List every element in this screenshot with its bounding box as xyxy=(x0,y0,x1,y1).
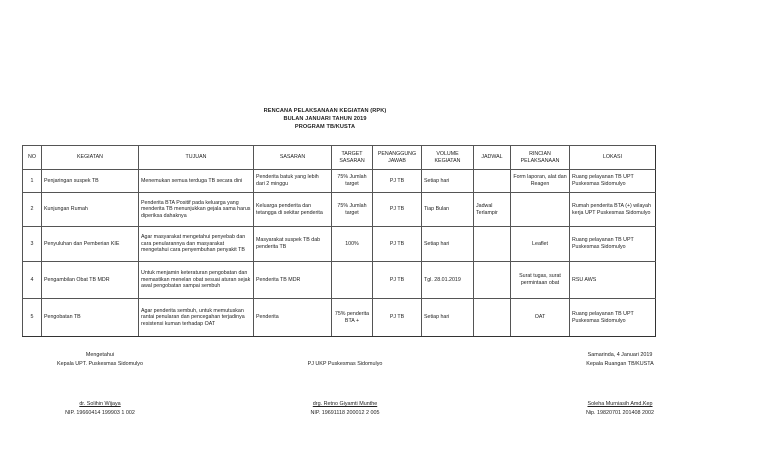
cell-sasaran: Penderita batuk yang lebih dari 2 minggu xyxy=(254,170,332,193)
rpk-table xyxy=(22,145,656,337)
signature-right-line2: Kepala Ruangan TB/KUSTA xyxy=(586,360,654,367)
header-target-sasaran: TARGET SASARAN xyxy=(332,146,373,170)
cell-penanggung-jawab: PJ TB xyxy=(373,262,422,299)
table-row xyxy=(23,299,656,337)
cell-jadwal xyxy=(474,299,511,337)
cell-sasaran: Penderita xyxy=(254,299,332,337)
cell-jadwal xyxy=(474,262,511,299)
cell-penanggung-jawab: PJ TB xyxy=(373,299,422,337)
table-row xyxy=(23,262,656,299)
cell-rincian: Surat tugas, surat permintaan obat xyxy=(511,262,570,299)
cell-tujuan: Agar masyarakat mengetahui penyebab dan cara penularannya dan masyarakat mengetahui cara penyembuhan penyakit TB xyxy=(139,227,254,262)
signature-left-header xyxy=(40,351,160,368)
header-lokasi: LOKASI xyxy=(570,146,656,170)
cell-target xyxy=(332,262,373,299)
cell-sasaran: Masyarakat suspek TB dab penderita TB xyxy=(254,227,332,262)
document-subtitle-program: PROGRAM TB/KUSTA xyxy=(294,124,356,130)
cell-rincian: OAT xyxy=(511,299,570,337)
signature-left-nip: NIP. 19660414 199903 1 002 xyxy=(65,409,135,416)
cell-lokasi: Ruang pelayanan TB UPT Puskesmas Sidomulyo xyxy=(570,170,656,193)
table-row xyxy=(23,193,656,227)
signature-middle-line1 xyxy=(280,351,410,360)
cell-jadwal: Jadwal Terlampir xyxy=(474,193,511,227)
cell-tujuan: Penderita BTA Positif pada keluarga yang menderita TB menunjukkan gejala sama harus diperiksa dahaknya xyxy=(139,193,254,227)
cell-lokasi: Rumah penderita BTA (+) wilayah kerja UPT Puskesmas Sidomulyo xyxy=(570,193,656,227)
cell-volume: Tiap Bulan xyxy=(422,193,474,227)
cell-tujuan: Menemukan semua terduga TB secara dini xyxy=(139,170,254,193)
cell-volume: Setiap hari xyxy=(422,227,474,262)
cell-tujuan: Untuk menjamin keteraturan pengobatan dan memastikan menelan obat sesuai aturan sejak awal pengobatan sampai sembuh xyxy=(139,262,254,299)
cell-target: 100% xyxy=(332,227,373,262)
cell-volume: Tgl. 28.01.2019 xyxy=(422,262,474,299)
cell-target: 75% Jumlah target xyxy=(332,170,373,193)
signature-middle-header xyxy=(280,351,410,368)
signature-left-line2: Kepala UPT. Puskesmas Sidomulyo xyxy=(57,360,143,367)
cell-rincian: Form laporan, alat dan Reagen xyxy=(511,170,570,193)
cell-target: 75% Jumlah target xyxy=(332,193,373,227)
signature-right-header xyxy=(560,351,680,368)
header-tujuan: TUJUAN xyxy=(139,146,254,170)
signature-left-name: dr. Solihin Wijaya xyxy=(79,401,121,407)
cell-no: 2 xyxy=(23,193,42,227)
cell-lokasi: RSU AWS xyxy=(570,262,656,299)
header-no: NO xyxy=(23,146,42,170)
header-rincian-pelaksanaan: RINCIAN PELAKSANAAN xyxy=(511,146,570,170)
document-title: RENCANA PELAKSANAAN KEGIATAN (RPK) xyxy=(263,108,387,114)
signature-right-name: Soleha Murniasih Amd.Kep xyxy=(587,401,653,407)
cell-sasaran: Keluarga penderita dan tetangga di sekitar penderita xyxy=(254,193,332,227)
header-volume-kegiatan: VOLUME KEGIATAN xyxy=(422,146,474,170)
table-row xyxy=(23,170,656,193)
cell-kegiatan: Pengobatan TB xyxy=(42,299,139,337)
cell-penanggung-jawab: PJ TB xyxy=(373,170,422,193)
document-subtitle-month: BULAN JANUARI TAHUN 2019 xyxy=(283,116,367,122)
signature-right-line1: Samarinda, 4 Januari 2019 xyxy=(587,352,653,358)
cell-volume: Setiap hari xyxy=(422,299,474,337)
cell-volume: Setiap hari xyxy=(422,170,474,193)
signature-left-footer xyxy=(40,400,160,417)
cell-lokasi: Ruang pelayanan TB UPT Puskesmas Sidomulyo xyxy=(570,299,656,337)
cell-jadwal xyxy=(474,227,511,262)
signature-middle-line2: PJ UKP Puskesmas Sidomulyo xyxy=(307,360,383,367)
signature-middle-nip: NIP. 19691118 200012 2 005 xyxy=(310,409,380,416)
signature-left-line1: Mengetahui xyxy=(85,352,115,358)
cell-no: 1 xyxy=(23,170,42,193)
signature-right-nip: Nip. 19820701 201408 2002 xyxy=(585,409,655,416)
cell-kegiatan: Pengambilan Obat TB MDR xyxy=(42,262,139,299)
table-header-row xyxy=(23,146,656,170)
cell-no: 5 xyxy=(23,299,42,337)
cell-tujuan: Agar penderita sembuh, untuk memutuskan rantai penularan dan pencegahan terjadinya resistensi kuman terhadap OAT xyxy=(139,299,254,337)
cell-jadwal xyxy=(474,170,511,193)
cell-no: 4 xyxy=(23,262,42,299)
cell-penanggung-jawab: PJ TB xyxy=(373,193,422,227)
cell-sasaran: Penderita TB MDR xyxy=(254,262,332,299)
signature-middle-name: drg. Retno Giyamti Munthe xyxy=(312,401,378,407)
header-kegiatan: KEGIATAN xyxy=(42,146,139,170)
cell-kegiatan: Penyuluhan dan Pemberian KIE xyxy=(42,227,139,262)
header-penanggung-jawab: PENANGGUNG JAWAB xyxy=(373,146,422,170)
header-sasaran: SASARAN xyxy=(254,146,332,170)
document-title-block xyxy=(0,107,650,131)
signature-middle-footer xyxy=(280,400,410,417)
cell-no: 3 xyxy=(23,227,42,262)
cell-kegiatan: Kunjungan Rumah xyxy=(42,193,139,227)
cell-kegiatan: Penjaringan suspek TB xyxy=(42,170,139,193)
table-row xyxy=(23,227,656,262)
signature-right-footer xyxy=(560,400,680,417)
cell-lokasi: Ruang pelayanan TB UPT Puskesmas Sidomulyo xyxy=(570,227,656,262)
cell-target: 75% penderita BTA + xyxy=(332,299,373,337)
header-jadwal: JADWAL xyxy=(474,146,511,170)
cell-penanggung-jawab: PJ TB xyxy=(373,227,422,262)
cell-rincian: Leaflet xyxy=(511,227,570,262)
cell-rincian xyxy=(511,193,570,227)
